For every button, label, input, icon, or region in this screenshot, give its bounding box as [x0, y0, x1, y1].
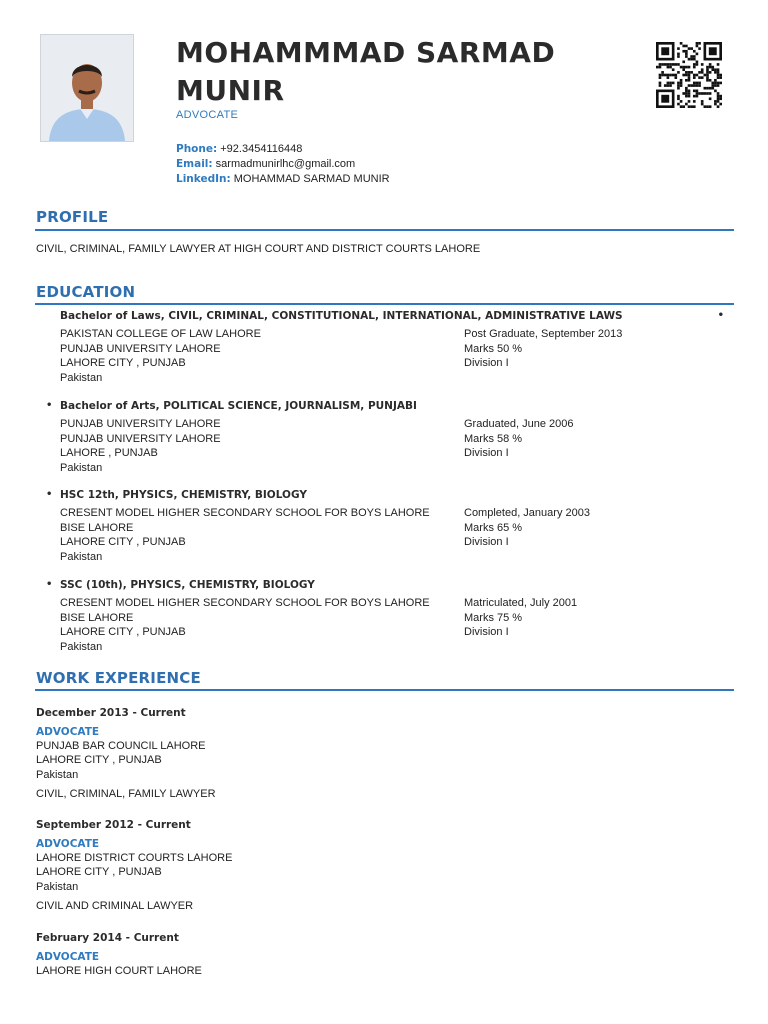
degree-title — [36, 399, 734, 413]
location: LAHORE CITY , PUNJAB — [60, 626, 186, 638]
division: Division I — [464, 357, 509, 369]
profile-photo — [40, 34, 134, 142]
marks: Marks 75 % — [464, 611, 523, 624]
institution: PAKISTAN COLLEGE OF LAW LAHORE — [60, 328, 261, 340]
country: Pakistan — [36, 880, 79, 893]
education-heading: EDUCATION — [36, 283, 136, 301]
education-entry — [36, 309, 734, 385]
division: Division I — [464, 536, 509, 548]
work-role: ADVOCATE — [36, 837, 100, 850]
country: Pakistan — [36, 768, 79, 781]
profile-heading: PROFILE — [36, 208, 109, 226]
education-entry — [36, 399, 734, 475]
work-divider — [35, 689, 734, 691]
location: LAHORE CITY , PUNJAB — [60, 357, 186, 369]
location: LAHORE CITY , PUNJAB — [60, 536, 186, 548]
country: Pakistan — [60, 550, 103, 563]
location: LAHORE , PUNJAB — [60, 447, 158, 459]
status-date: Post Graduate, September 2013 — [464, 328, 623, 340]
degree-title-text: Bachelor of Laws, CIVIL, CRIMINAL, CONSTITUTIONAL, INTERNATIONAL, ADMINISTRATIVE LAWS — [60, 310, 623, 322]
degree-title-text: HSC 12th, PHYSICS, CHEMISTRY, BIOLOGY — [60, 489, 307, 501]
division: Division I — [464, 626, 509, 638]
phone-value[interactable]: +92.3454116448 — [220, 143, 303, 155]
employer: PUNJAB BAR COUNCIL LAHORE — [36, 739, 206, 752]
education-entry — [36, 578, 734, 654]
board: BISE LAHORE — [60, 521, 134, 534]
phone-label: Phone: — [176, 143, 218, 155]
bullet-icon: • — [46, 489, 53, 500]
status-date: Graduated, June 2006 — [464, 418, 574, 430]
bullet-icon: • — [717, 310, 724, 321]
linkedin-label: LinkedIn: — [176, 173, 231, 185]
degree-title-text: Bachelor of Arts, POLITICAL SCIENCE, JOURNALISM, PUNJABI — [60, 400, 417, 412]
bullet-icon: • — [46, 579, 53, 590]
university: PUNJAB UNIVERSITY LAHORE — [60, 432, 221, 445]
candidate-name: MOHAMMMAD SARMAD MUNIR — [176, 36, 556, 107]
status-date: Matriculated, July 2001 — [464, 597, 578, 609]
linkedin-value[interactable]: MOHAMMAD SARMAD MUNIR — [233, 173, 390, 185]
country: Pakistan — [60, 640, 103, 653]
job-title: ADVOCATE — [176, 109, 239, 121]
marks: Marks 65 % — [464, 521, 523, 534]
bullet-icon: • — [46, 400, 53, 411]
work-entry — [36, 931, 202, 978]
location: LAHORE CITY , PUNJAB — [36, 866, 162, 878]
marks: Marks 50 % — [464, 342, 523, 355]
employer: LAHORE DISTRICT COURTS LAHORE — [36, 851, 233, 864]
work-description: CIVIL, CRIMINAL, FAMILY LAWYER — [36, 788, 216, 800]
profile-divider — [35, 229, 734, 231]
email-label: Email: — [176, 158, 213, 170]
education-divider — [35, 303, 734, 305]
degree-title — [36, 488, 734, 502]
email-row — [176, 157, 390, 172]
work-date: December 2013 - Current — [36, 707, 186, 719]
marks: Marks 58 % — [464, 432, 523, 445]
work-entry — [36, 706, 216, 802]
board: BISE LAHORE — [60, 611, 134, 624]
university: PUNJAB UNIVERSITY LAHORE — [60, 342, 221, 355]
linkedin-row — [176, 172, 390, 187]
institution: PUNJAB UNIVERSITY LAHORE — [60, 418, 221, 430]
qr-code-icon — [654, 42, 724, 108]
work-entry — [36, 818, 232, 914]
education-entry — [36, 488, 734, 564]
profile-summary: CIVIL, CRIMINAL, FAMILY LAWYER AT HIGH COURT AND DISTRICT COURTS LAHORE — [36, 243, 481, 255]
country: Pakistan — [60, 371, 103, 384]
work-description: CIVIL AND CRIMINAL LAWYER — [36, 900, 194, 912]
institution: CRESENT MODEL HIGHER SECONDARY SCHOOL FOR BOYS LAHORE — [60, 507, 430, 519]
status-date: Completed, January 2003 — [464, 507, 590, 519]
degree-title — [36, 309, 734, 323]
work-date: February 2014 - Current — [36, 932, 179, 944]
work-date: September 2012 - Current — [36, 819, 191, 831]
work-role: ADVOCATE — [36, 725, 100, 738]
institution: CRESENT MODEL HIGHER SECONDARY SCHOOL FOR BOYS LAHORE — [60, 597, 430, 609]
phone-row — [176, 142, 390, 157]
email-value[interactable]: sarmadmunirlhc@gmail.com — [215, 158, 356, 170]
work-experience-heading: WORK EXPERIENCE — [36, 669, 201, 687]
contact-block — [176, 142, 390, 187]
division: Division I — [464, 447, 509, 459]
degree-title — [36, 578, 734, 592]
country: Pakistan — [60, 461, 103, 474]
person-photo-icon — [41, 35, 133, 141]
work-role: ADVOCATE — [36, 950, 100, 963]
degree-title-text: SSC (10th), PHYSICS, CHEMISTRY, BIOLOGY — [60, 579, 315, 591]
employer: LAHORE HIGH COURT LAHORE — [36, 964, 202, 977]
location: LAHORE CITY , PUNJAB — [36, 754, 162, 766]
